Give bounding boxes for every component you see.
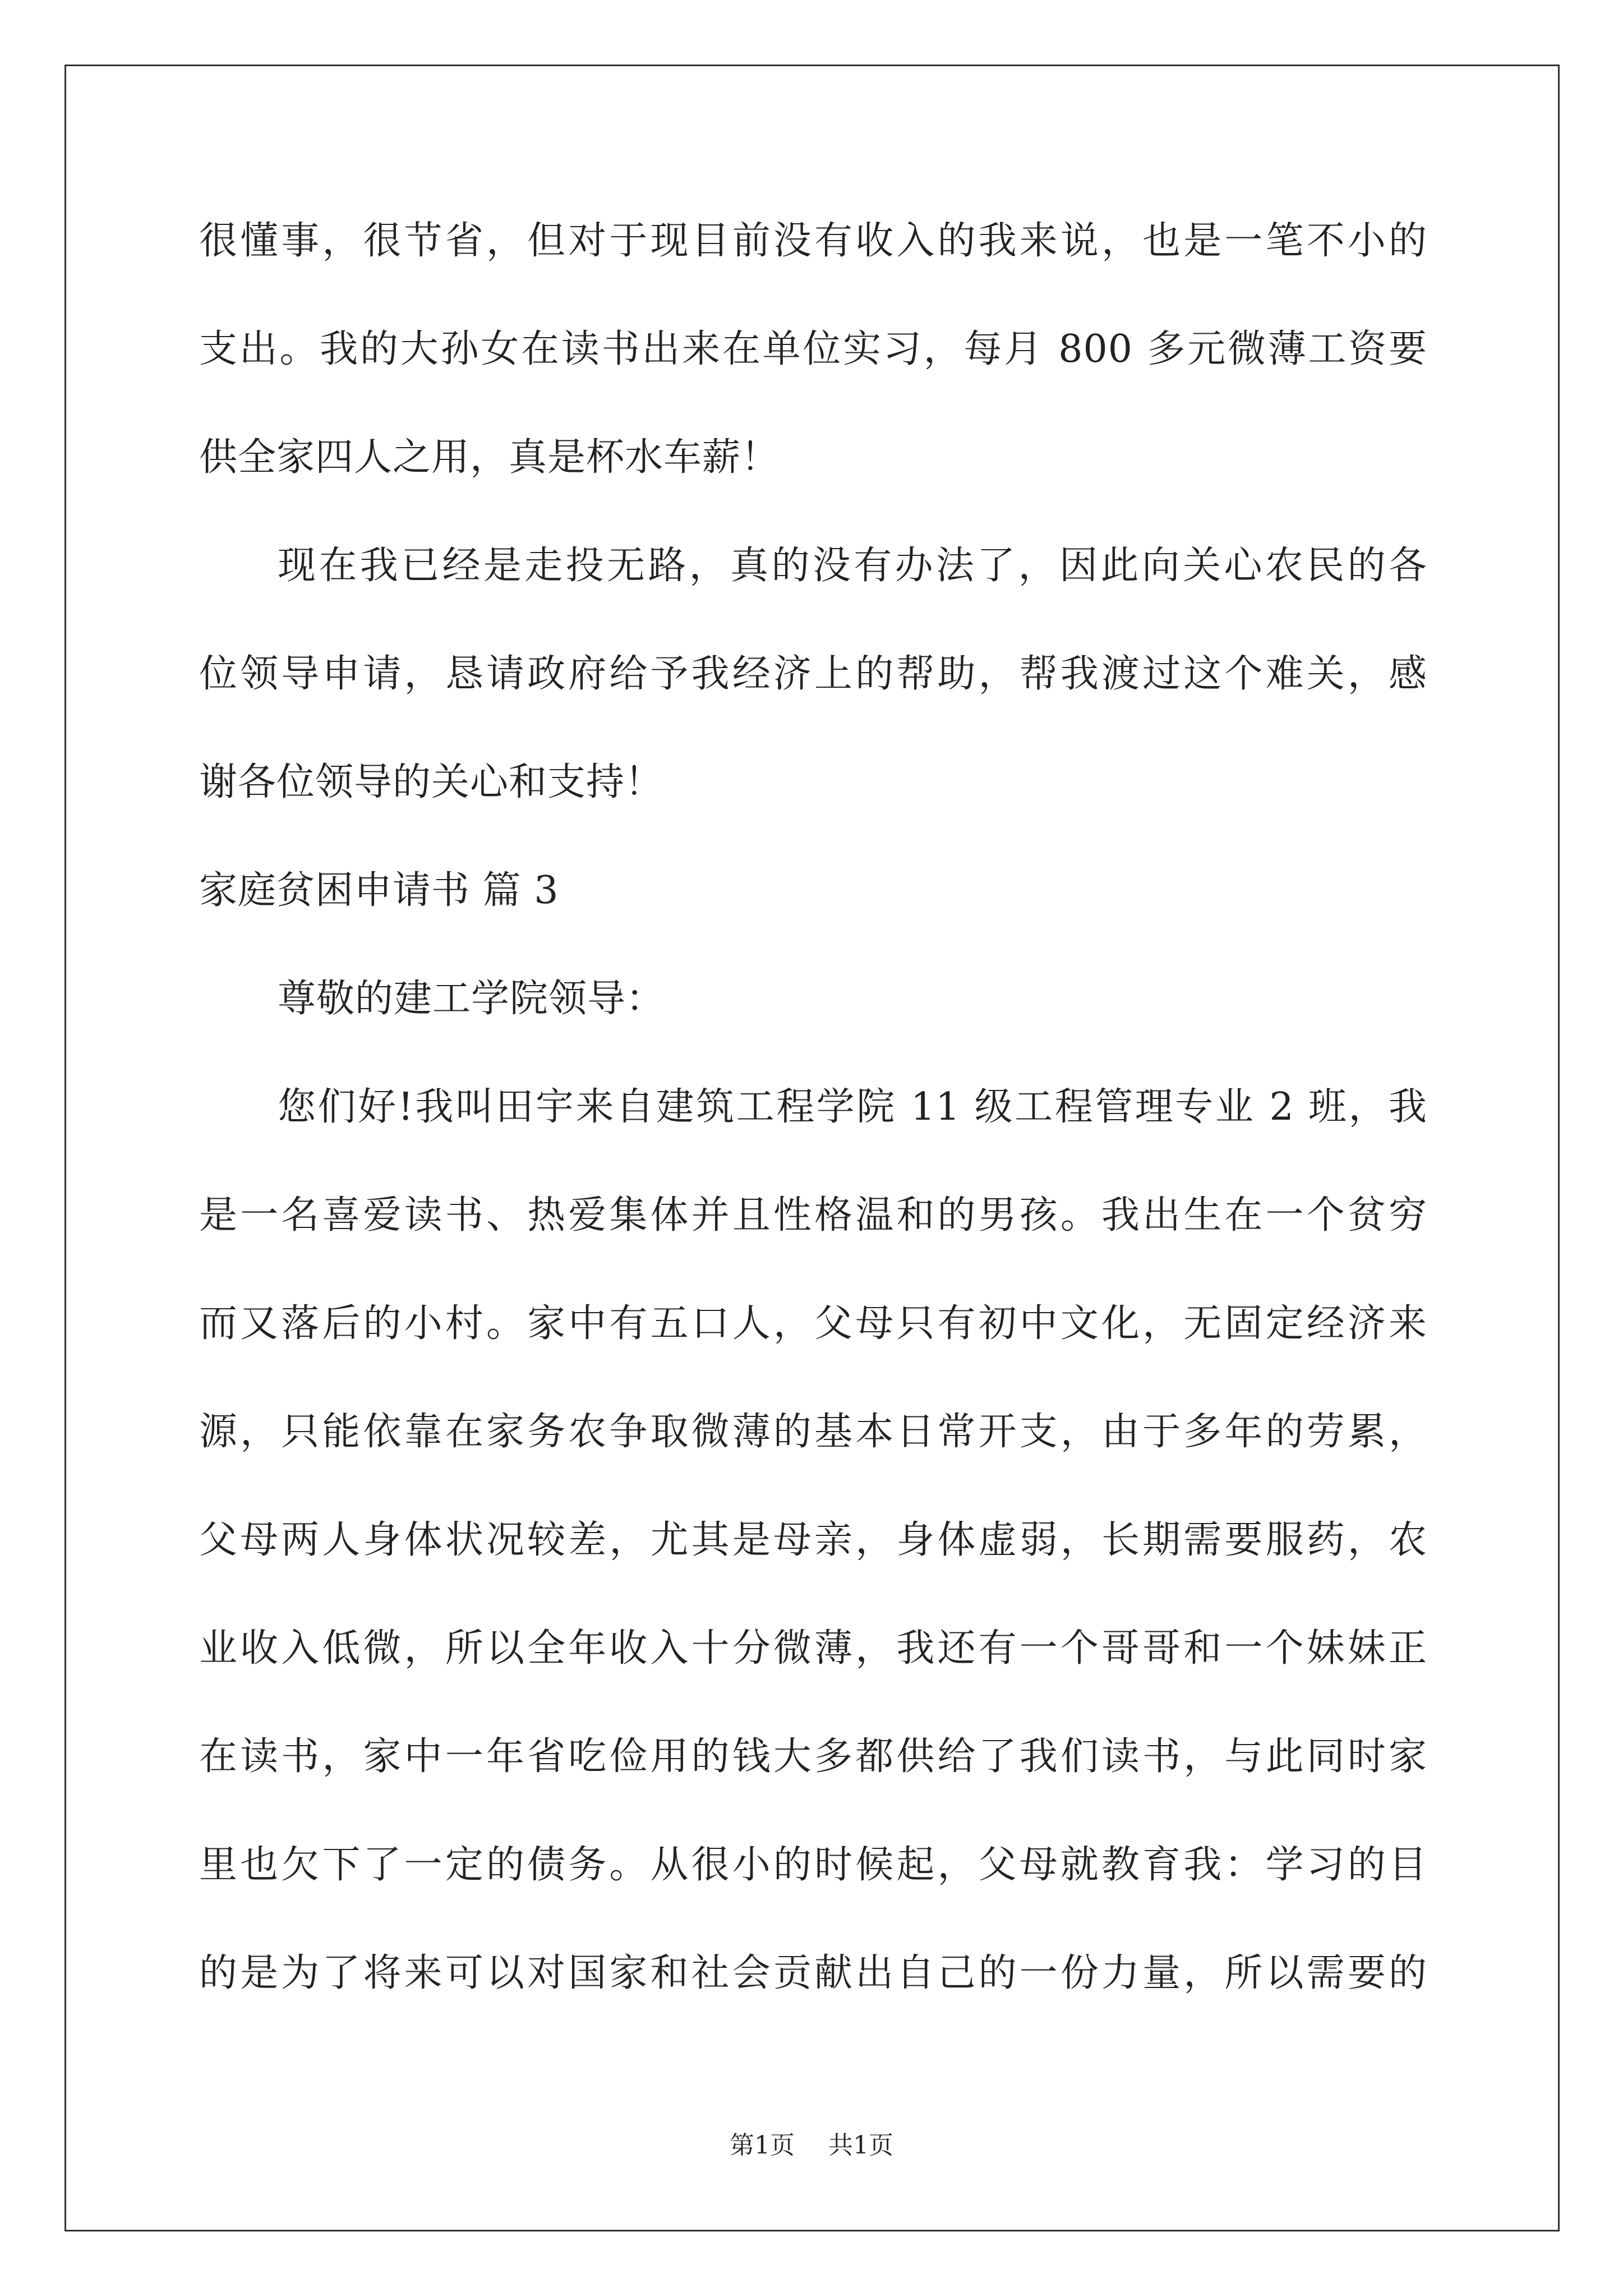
text-line: 业收入低微，所以全年收入十分微薄，我还有一个哥哥和一个妹妹正 (199, 1626, 1427, 1671)
text-line: 父母两人身体状况较差，尤其是母亲，身体虚弱，长期需要服药，农 (199, 1518, 1427, 1562)
text-line: 支出。我的大孙女在读书出来在单位实习，每月 800 多元微薄工资要 (199, 327, 1427, 371)
salutation: 尊敬的建工学院领导： (278, 977, 665, 1021)
text-line: 现在我已经是走投无路，真的没有办法了，因此向关心农民的各 (278, 544, 1427, 588)
page-footer (0, 2129, 1623, 2162)
text-line: 谢各位领导的关心和支持！ (199, 760, 664, 804)
text-line: 而又落后的小村。家中有五口人，父母只有初中文化，无固定经济来 (199, 1301, 1427, 1346)
page-number: 第1页 (730, 2131, 795, 2160)
text-line: 供全家四人之用，真是杯水车薪！ (199, 435, 780, 480)
text-line: 源，只能依靠在家务农争取微薄的基本日常开支，由于多年的劳累， (199, 1410, 1427, 1454)
text-line: 位领导申请，恳请政府给予我经济上的帮助，帮我渡过这个难关，感 (199, 652, 1427, 696)
text-line: 很懂事，很节省，但对于现目前没有收入的我来说，也是一笔不小的 (199, 219, 1427, 263)
document-body (199, 213, 1427, 2054)
text-line: 在读书，家中一年省吃俭用的钱大多都供给了我们读书，与此同时家 (199, 1734, 1427, 1779)
text-line: 里也欠下了一定的债务。从很小的时候起，父母就教育我：学习的目 (199, 1843, 1427, 1887)
text-line: 您们好!我叫田宇来自建筑工程学院 11 级工程管理专业 2 班，我 (278, 1085, 1427, 1129)
text-line: 是一名喜爱读书、热爱集体并且性格温和的男孩。我出生在一个贫穷 (199, 1193, 1427, 1237)
section-heading: 家庭贫困申请书 篇 3 (199, 868, 559, 913)
text-line: 的是为了将来可以对国家和社会贡献出自己的一份力量，所以需要的 (199, 1951, 1427, 1995)
page-total: 共1页 (828, 2131, 893, 2160)
